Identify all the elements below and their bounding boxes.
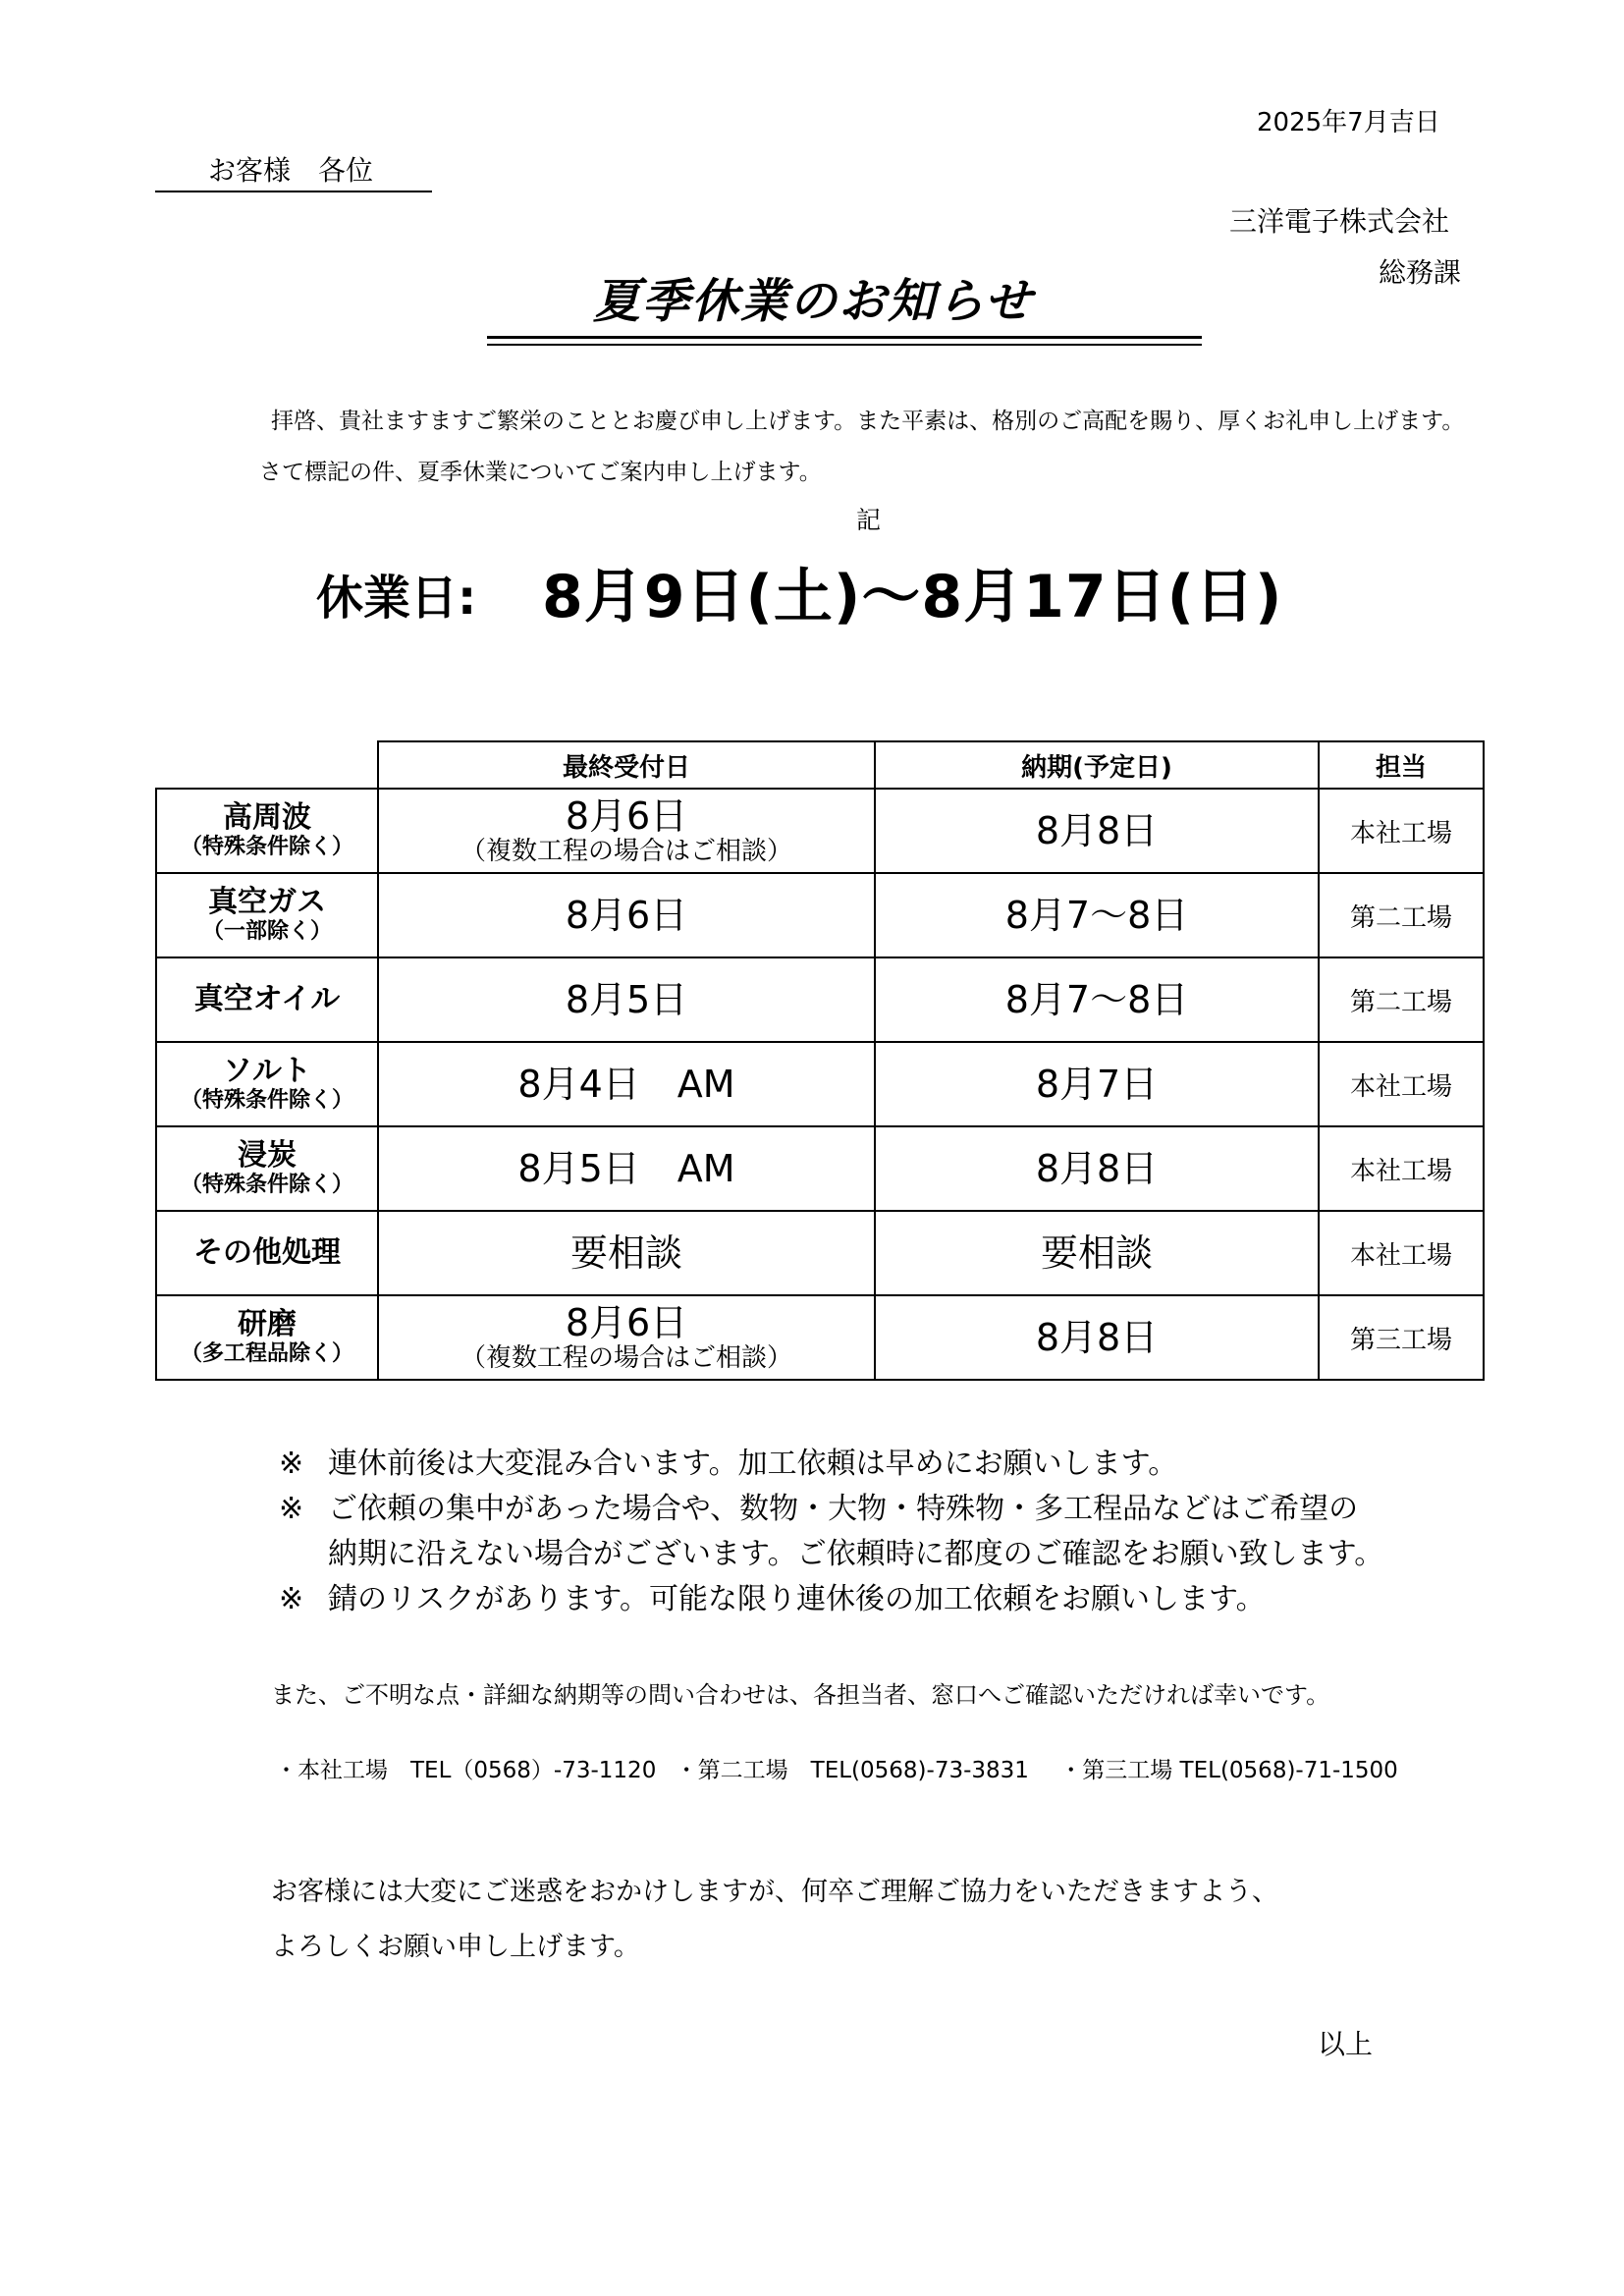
deadline-cell [378,789,875,873]
table-row [156,1211,1484,1295]
table-header-row [156,741,1484,789]
recipient-underline [155,191,432,192]
title-underline-second [487,344,1202,346]
closing-end: 以上 [1318,2028,1374,2060]
delivery-cell [875,1295,1319,1380]
inquiry-text: また、ご不明な点・詳細な納期等の問い合わせは、各担当者、窓口へご確認いただければ幸いです。 [271,1681,1330,1709]
delivery-date: 8月8日 [1035,809,1159,852]
issue-date: 2025年7月吉日 [1257,108,1440,137]
category-cell [156,1126,378,1211]
table-row [156,957,1484,1042]
recipient: お客様 各位 [208,154,374,187]
greeting-line-1: 拝啓、貴社ますますご繁栄のこととお慶び申し上げます。また平素は、格別のご高配を賜り、厚くお礼申し上げます。 [271,409,1465,434]
contact-line [275,1752,1398,1784]
deadline-cell [378,1042,875,1126]
notes [279,1442,1383,1622]
note-mark: ※ [279,1492,304,1526]
table-row [156,873,1484,957]
deadline-date: 8月4日 AM [517,1063,735,1106]
person-cell: 本社工場 [1319,1211,1484,1295]
deadline-note: （複数工程の場合はご相談） [460,1343,792,1373]
note-mark: ※ [279,1447,304,1481]
deadline-cell [378,957,875,1042]
company-name: 三洋電子株式会社 [1229,205,1450,238]
deadline-date: 要相談 [569,1231,682,1275]
category-cell [156,789,378,873]
note-item [279,1442,1383,1487]
deadline-date: 8月5日 [565,978,688,1021]
deadline-date: 8月5日 AM [517,1147,735,1190]
header-delivery: 納期(予定日) [875,741,1319,789]
category-note: （一部除く） [201,919,332,944]
category-name: その他処理 [193,1235,341,1270]
delivery-cell [875,1042,1319,1126]
category-name: 真空ガス [208,885,326,919]
category-note: （多工程品除く） [180,1341,353,1366]
delivery-date: 要相談 [1040,1231,1153,1275]
table-corner-cell [156,741,378,789]
greeting-line-2: さて標記の件、夏季休業についてご案内申し上げます。 [259,460,822,485]
closing-line-1: お客様には大変にご迷惑をおかけしますが、何卒ご理解ご協力をいただきますよう、 [271,1877,1278,1907]
deadline-cell [378,1126,875,1211]
deadline-cell [378,873,875,957]
contact-daisan: ・第三工場 TEL(0568)-71-1500 [1059,1758,1398,1783]
delivery-date: 8月7～8日 [1004,894,1189,937]
department: 総務課 [1379,256,1462,289]
note-text-continued: 納期に沿えない場合がございます。ご依頼時に都度のご確認をお願い致します。 [328,1537,1384,1571]
category-cell [156,1295,378,1380]
delivery-cell [875,1126,1319,1211]
category-cell [156,1042,378,1126]
person-cell: 本社工場 [1319,1126,1484,1211]
contact-daini: ・第二工場 TEL(0568)-73-3831 [675,1758,1029,1783]
note-item [279,1487,1383,1532]
title-underline [487,336,1202,339]
deadline-date: 8月6日 [565,794,688,838]
person-cell: 本社工場 [1319,789,1484,873]
category-name: 真空オイル [193,982,341,1016]
person-cell: 第二工場 [1319,873,1484,957]
delivery-cell [875,957,1319,1042]
category-name: ソルト [223,1054,311,1088]
note-text: 連休前後は大変混み合います。加工依頼は早めにお願いします。 [328,1447,1178,1481]
delivery-date: 8月7～8日 [1004,978,1189,1021]
category-cell [156,1211,378,1295]
page-title: 夏季休業のお知らせ [593,274,1034,329]
delivery-cell [875,873,1319,957]
table-row [156,1126,1484,1211]
person-cell: 第三工場 [1319,1295,1484,1380]
schedule-table [155,740,1485,1381]
deadline-date: 8月6日 [565,1301,688,1344]
category-name: 高周波 [223,800,311,835]
header-deadline: 最終受付日 [378,741,875,789]
delivery-date: 8月8日 [1035,1316,1159,1359]
person-cell: 本社工場 [1319,1042,1484,1126]
person-cell: 第二工場 [1319,957,1484,1042]
table-row [156,789,1484,873]
deadline-date: 8月6日 [565,894,688,937]
delivery-cell [875,1211,1319,1295]
contact-honsha: ・本社工場 TEL（0568）-73-1120 [275,1758,657,1783]
note-mark: ※ [279,1582,304,1616]
deadline-cell [378,1295,875,1380]
category-name: 浸炭 [238,1138,297,1173]
closing-line-2: よろしくお願い申し上げます。 [271,1932,640,1962]
delivery-date: 8月8日 [1035,1147,1159,1190]
category-cell [156,873,378,957]
header-person: 担当 [1319,741,1484,789]
note-item [279,1577,1383,1622]
table-row [156,1295,1484,1380]
note-text: 錆のリスクがあります。可能な限り連休後の加工依頼をお願いします。 [328,1582,1266,1616]
category-note: （特殊条件除く） [180,835,353,859]
note-text: ご依頼の集中があった場合や、数物・大物・特殊物・多工程品などはご希望の [328,1492,1359,1526]
deadline-note: （複数工程の場合はご相談） [460,837,792,866]
category-cell [156,957,378,1042]
table-row [156,1042,1484,1126]
category-note: （特殊条件除く） [180,1088,353,1113]
category-note: （特殊条件除く） [180,1173,353,1197]
deadline-cell [378,1211,875,1295]
holiday-label: 休業日: [316,571,477,626]
delivery-cell [875,789,1319,873]
category-name: 研磨 [238,1307,297,1341]
delivery-date: 8月7日 [1035,1063,1159,1106]
holiday-period: 8月9日(土)～8月17日(日) [542,563,1283,631]
ki-marker: 記 [856,506,882,534]
